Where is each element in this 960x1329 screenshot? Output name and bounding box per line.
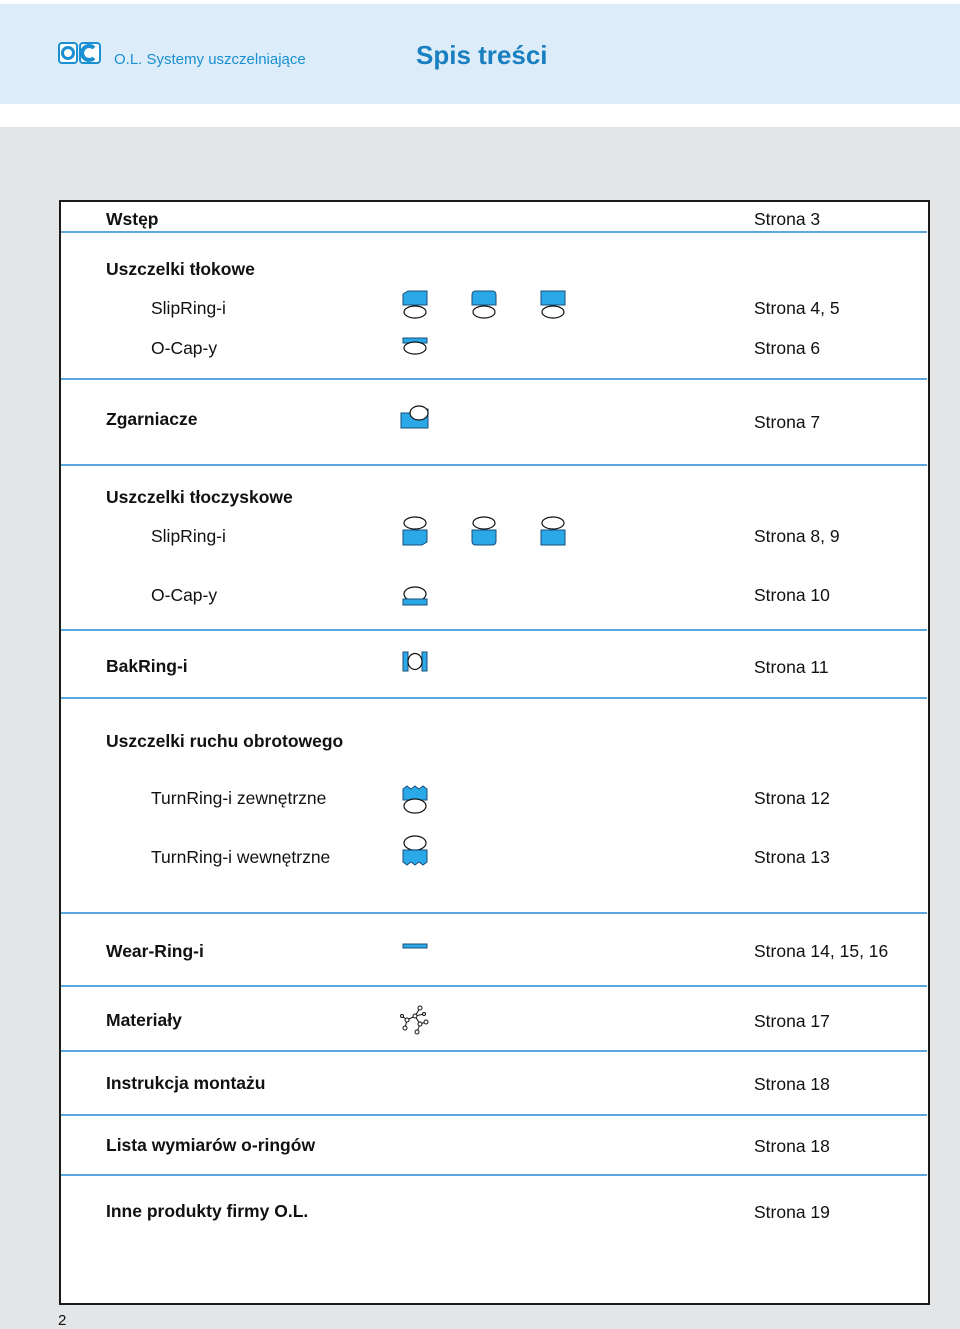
divider [61, 231, 927, 233]
piston-slipring-profile-2-icon [471, 290, 499, 320]
wiper-profile-icon [400, 404, 432, 430]
toc-tloczyskowe-slipring-label[interactable]: SlipRing-i [151, 526, 226, 546]
toc-bakring-label[interactable]: BakRing-i [106, 656, 188, 676]
toc-tlokowe-slipring-label[interactable]: SlipRing-i [151, 298, 226, 318]
toc-tloczyskowe-slipring-page[interactable]: Strona 8, 9 [754, 526, 840, 546]
piston-slipring-profile-3-icon [540, 290, 568, 320]
toc-obrotowego-wewn-page[interactable]: Strona 13 [754, 847, 830, 867]
divider [61, 1174, 927, 1176]
divider [61, 1050, 927, 1052]
divider [61, 464, 927, 466]
toc-wearring-label[interactable]: Wear-Ring-i [106, 941, 204, 961]
toc-wstep-page[interactable]: Strona 3 [754, 209, 821, 229]
divider [61, 1114, 927, 1116]
toc-tlokowe-slipring-page[interactable]: Strona 4, 5 [754, 298, 840, 318]
company-name: O.L. Systemy uszczelniające [114, 51, 306, 68]
toc-tloczyskowe-ocap-label[interactable]: O-Cap-y [151, 585, 218, 605]
toc-obrotowego-zewn-label[interactable]: TurnRing-i zewnętrzne [151, 788, 327, 808]
toc-obrotowego-label[interactable]: Uszczelki ruchu obrotowego [106, 731, 344, 751]
toc-tlokowe-label[interactable]: Uszczelki tłokowe [106, 259, 255, 279]
toc-tloczyskowe-label[interactable]: Uszczelki tłoczyskowe [106, 487, 293, 507]
divider [61, 697, 927, 699]
toc-materialy-label[interactable]: Materiały [106, 1010, 182, 1030]
turnring-internal-profile-icon [402, 835, 430, 867]
toc-zgarniacze-page[interactable]: Strona 7 [754, 412, 821, 432]
toc-inne-page[interactable]: Strona 19 [754, 1202, 830, 1222]
toc-bakring-page[interactable]: Strona 11 [754, 657, 829, 677]
piston-slipring-profile-1-icon [402, 290, 430, 320]
ol-logo-icon [58, 40, 102, 66]
rod-slipring-profile-1-icon [402, 515, 430, 547]
toc-montaz-page[interactable]: Strona 18 [754, 1074, 830, 1094]
toc-wearring-page[interactable]: Strona 14, 15, 16 [754, 941, 889, 961]
molecule-icon [400, 1004, 430, 1036]
rod-ocap-profile-icon [402, 585, 430, 607]
wearring-profile-icon [402, 943, 430, 951]
divider [61, 985, 927, 987]
divider [61, 629, 927, 631]
toc-tloczyskowe-ocap-page[interactable]: Strona 10 [754, 585, 830, 605]
toc-wstep-label[interactable]: Wstęp [106, 209, 159, 229]
piston-ocap-profile-icon [402, 337, 430, 357]
toc-tlokowe-ocap-page[interactable]: Strona 6 [754, 338, 821, 358]
bakring-profile-icon [402, 651, 430, 673]
toc-inne-label[interactable]: Inne produkty firmy O.L. [106, 1201, 309, 1221]
toc-materialy-page[interactable]: Strona 17 [754, 1011, 830, 1031]
toc-oringi-label[interactable]: Lista wymiarów o-ringów [106, 1135, 316, 1155]
toc-tlokowe-ocap-label[interactable]: O-Cap-y [151, 338, 218, 358]
divider [61, 912, 927, 914]
toc-obrotowego-wewn-label[interactable]: TurnRing-i wewnętrzne [151, 847, 331, 867]
divider [61, 378, 927, 380]
page-title: Spis treści [416, 40, 548, 70]
rod-slipring-profile-3-icon [540, 515, 568, 547]
toc-oringi-page[interactable]: Strona 18 [754, 1136, 830, 1156]
rod-slipring-profile-2-icon [471, 515, 499, 547]
toc-zgarniacze-label[interactable]: Zgarniacze [106, 409, 198, 429]
turnring-external-profile-icon [402, 785, 430, 815]
toc-montaz-label[interactable]: Instrukcja montażu [106, 1073, 266, 1093]
page-number: 2 [58, 1312, 67, 1329]
toc-obrotowego-zewn-page[interactable]: Strona 12 [754, 788, 830, 808]
